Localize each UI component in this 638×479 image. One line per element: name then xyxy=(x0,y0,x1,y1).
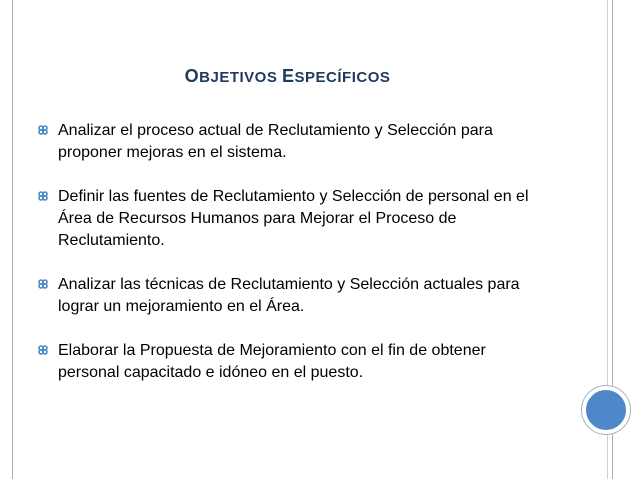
quatrefoil-bullet-icon xyxy=(38,191,48,201)
bullet-text: Analizar las técnicas de Reclutamiento y Selección actuales para lograr un mejoramiento en el Área. xyxy=(58,276,520,315)
decorative-circle xyxy=(582,386,630,434)
title-word2-initial: E xyxy=(282,66,295,86)
bullet-text: Analizar el proceso actual de Reclutamiento y Selección para proponer mejoras en el sistema. xyxy=(58,122,493,161)
bullet-list xyxy=(38,120,538,384)
quatrefoil-bullet-icon xyxy=(38,279,48,289)
bullet-text: Definir las fuentes de Reclutamiento y Selección de personal en el Área de Recursos Humanos para Mejorar el Proceso de Reclutamiento. xyxy=(58,188,529,249)
title-word1-rest: BJETIVOS xyxy=(199,69,278,86)
slide-title xyxy=(0,66,575,87)
bullet-item xyxy=(38,120,538,164)
quatrefoil-bullet-icon xyxy=(38,125,48,135)
bullet-item xyxy=(38,340,538,384)
bullet-text: Elaborar la Propuesta de Mejoramiento con el fin de obtener personal capacitado e idóneo en el puesto. xyxy=(58,342,486,381)
title-word1-initial: O xyxy=(184,66,200,86)
bullet-item xyxy=(38,186,538,252)
title-word2-rest: SPECÍFICOS xyxy=(294,69,391,86)
bullet-item xyxy=(38,274,538,318)
quatrefoil-bullet-icon xyxy=(38,345,48,355)
